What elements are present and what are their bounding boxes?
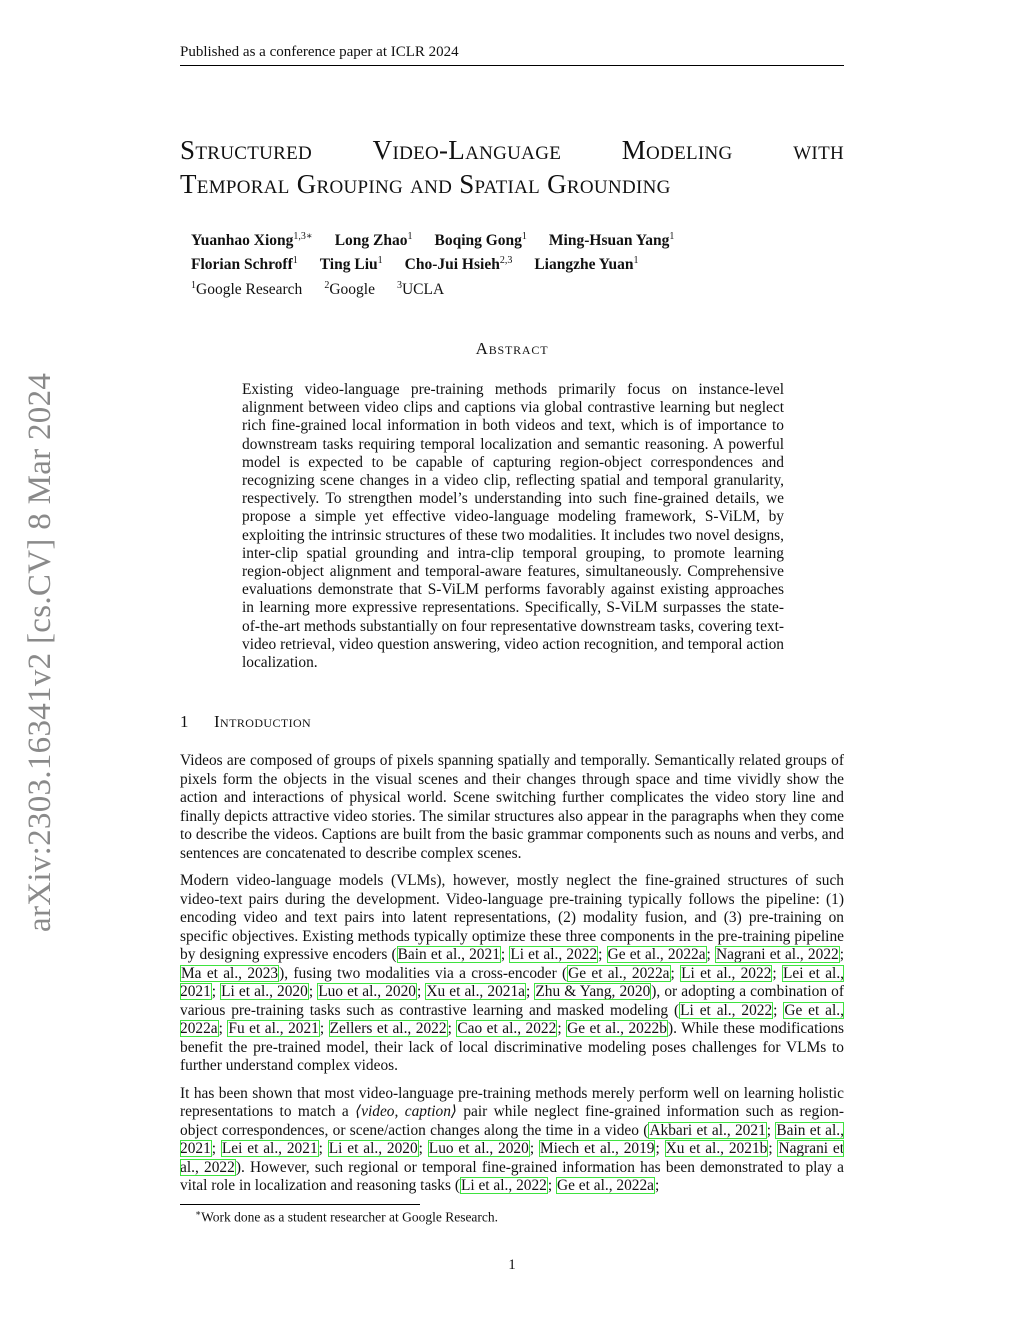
citation-link[interactable]: Zhu & Yang, 2020 xyxy=(535,983,651,1000)
author: Yuanhao Xiong$^{1,3∗}$ xyxy=(191,231,313,250)
author: Boqing Gong$^1$ xyxy=(434,231,527,250)
citation-link[interactable]: Cao et al., 2022 xyxy=(457,1020,557,1037)
title-word: Structured xyxy=(180,135,313,165)
author: Long Zhao$^1$ xyxy=(334,231,413,250)
author: Florian Schroff$^1$ xyxy=(191,255,298,274)
citation-link[interactable]: Ge et al., 2022b xyxy=(567,1020,667,1037)
affiliation: $^2$Google xyxy=(324,280,375,299)
affiliation: $^3$UCLA xyxy=(396,280,445,299)
citation-link[interactable]: Lei et al., 2021 xyxy=(180,964,845,1000)
affiliation: $^1$Google Research xyxy=(191,280,303,299)
paragraph: Videos are composed of groups of pixels spanning spatially and temporally. Semantically related groups of pixels form the objects in the visual scenes and their changes through space and time vividly show the action and interactions of physical world. Scene switching further complicates the video story line and finally depicts attractive video stories. The similar structures also appear in the paragraphs when they come to describe the videos. Captions are built from the basic grammar components such as nouns and verbs, and sentences are concatenated to describe complex scenes. xyxy=(180,752,844,862)
citation-link[interactable]: Luo et al., 2020 xyxy=(318,983,416,1000)
citation-link[interactable]: Li et al., 2020 xyxy=(328,1140,418,1157)
author: Ting Liu$^1$ xyxy=(319,255,383,274)
title-word: Modeling xyxy=(621,135,733,165)
abstract-body: Existing video-language pre-training methods primarily focus on instance-level alignment between video clips and captions via global contrastive learning but neglect rich fine-grained local information in both videos and text, which is of importance to downstream tasks requiring temporal localization and semantic reasoning. A powerful model is expected to be capable of capturing region-object correspondences and recognizing scene changes in a video clip, reflecting spatial and temporal granularity, respectively. To strengthen model’s understanding into such fine-grained details, we propose a simple yet effective video-language modeling framework, S-ViLM, by exploiting the intrinsic structures of these two modalities. It includes two novel designs, inter-clip spatial grounding and intra-clip temporal grouping, to promote learning region-object alignment and temporal-aware features, simultaneously. Comprehensive evaluations demonstrate that S-ViLM performs favorably against existing approaches in learning more expressive representations. Specifically, S-ViLM surpasses the state-of-the-art methods substantially on four representative downstream tasks, covering text-video retrieval, video question answering, video action recognition, and temporal action localization. xyxy=(242,381,784,672)
title-word: with xyxy=(793,135,844,165)
citation-link[interactable]: Ma et al., 2023 xyxy=(181,964,279,982)
arxiv-identifier[interactable]: arXiv:2303.16341v2 [cs.CV] 8 Mar 2024 xyxy=(22,372,58,932)
citation-link[interactable]: Nagrani et al., 2022 xyxy=(715,946,839,963)
citation-link[interactable]: Ge et al., 2022a xyxy=(557,1177,655,1194)
running-header: Published as a conference paper at ICLR 2024 xyxy=(180,44,844,66)
footnote-rule xyxy=(180,1204,420,1205)
citation-link[interactable]: Luo et al., 2020 xyxy=(428,1140,529,1157)
affiliations xyxy=(191,276,831,300)
citation-link[interactable]: Li et al., 2020 xyxy=(221,983,308,1000)
author: Cho-Jui Hsieh$^{2,3}$ xyxy=(404,255,513,274)
citation-link[interactable]: Miech et al., 2019 xyxy=(539,1140,655,1157)
title-word: Video-Language xyxy=(372,135,562,165)
citation-link[interactable]: Zellers et al., 2022 xyxy=(329,1020,447,1037)
title-line-2: Temporal Grouping and Spatial Grounding xyxy=(180,169,671,199)
citation-link[interactable]: Xu et al., 2021b xyxy=(665,1140,768,1157)
author-block xyxy=(191,227,831,300)
citation-link[interactable]: Li et al., 2022 xyxy=(681,964,772,982)
main-body xyxy=(180,752,844,1205)
footnote: ∗Work done as a student researcher at Google Research. xyxy=(195,1208,499,1225)
author-row-2 xyxy=(191,251,831,275)
citation-link[interactable]: Li et al., 2022 xyxy=(680,1001,773,1019)
citation-link[interactable]: Nagrani et al., 2022 xyxy=(180,1140,844,1176)
citation-link[interactable]: Bain et al., 2021 xyxy=(397,946,500,963)
citation-link[interactable]: Lei et al., 2021 xyxy=(221,1140,318,1157)
author-row-1 xyxy=(191,227,831,251)
citation-link[interactable]: Li et al., 2022 xyxy=(460,1177,547,1194)
section-heading xyxy=(180,712,311,732)
citation-link[interactable]: Bain et al., 2021 xyxy=(180,1121,844,1157)
paragraph: It has been shown that most video-language pre-training methods merely perform well on learning holistic representations to match a ⟨video, caption⟩ pair while neglect fine-grained information such as region-object correspondences, or scene/action changes along the time in a video (Akbari et al., 2021; Bain et al., 2021; Lei et al., 2021; Li et al., 2020; Luo et al., 2020; Miech et al., 2019; Xu et al., 2021b; Nagrani et al., 2022). However, such regional or temporal fine-grained information has been demonstrated to play a vital role in localization and reasoning tasks (Li et al., 2022; Ge et al., 2022a; xyxy=(180,1084,845,1194)
author: Ming-Hsuan Yang$^1$ xyxy=(548,231,675,250)
citation-link[interactable]: Ge et al., 2022a xyxy=(607,946,706,963)
citation-link[interactable]: Ge et al., 2022a xyxy=(180,1001,844,1037)
citation-link[interactable]: Xu et al., 2021a xyxy=(426,983,525,1000)
author: Liangzhe Yuan$^1$ xyxy=(534,255,639,274)
citation-link[interactable]: Fu et al., 2021 xyxy=(228,1020,319,1037)
citation-link[interactable]: Li et al., 2022 xyxy=(510,946,598,963)
paragraph: Modern video-language models (VLMs), however, mostly neglect the fine-grained structures of such video-text pairs during the development. Video-language pre-training typically follows the pipeline: (1) encoding video and text pairs into latent representations, (2) modality fusion, and (3) pre-training on specific objectives. Existing methods typically optimize these three components in the pre-training pipeline by designing expressive encoders (Bain et al., 2021; Li et al., 2022; Ge et al., 2022a; Nagrani et al., 2022; Ma et al., 2023), fusing two modalities via a cross-encoder (Ge et al., 2022a; Li et al., 2022; Lei et al., 2021; Li et al., 2020; Luo et al., 2020; Xu et al., 2021a; Zhu & Yang, 2020), or adopting a combination of various pre-training tasks such as contrastive learning and masked modeling (Li et al., 2022; Ge et al., 2022a; Fu et al., 2021; Zellers et al., 2022; Cao et al., 2022; Ge et al., 2022b). While these modifications benefit the pre-trained model, their lack of local discriminative modeling poses challenges for VLMs to further understand complex videos. xyxy=(180,872,845,1074)
citation-link[interactable]: Akbari et al., 2021 xyxy=(649,1121,766,1139)
section-number: 1 xyxy=(180,712,189,731)
abstract-heading: Abstract xyxy=(475,339,549,358)
citation-link[interactable]: Ge et al., 2022a xyxy=(568,964,670,982)
section-title: Introduction xyxy=(214,712,312,731)
page-number: 1 xyxy=(508,1257,516,1273)
paper-title xyxy=(180,133,844,201)
